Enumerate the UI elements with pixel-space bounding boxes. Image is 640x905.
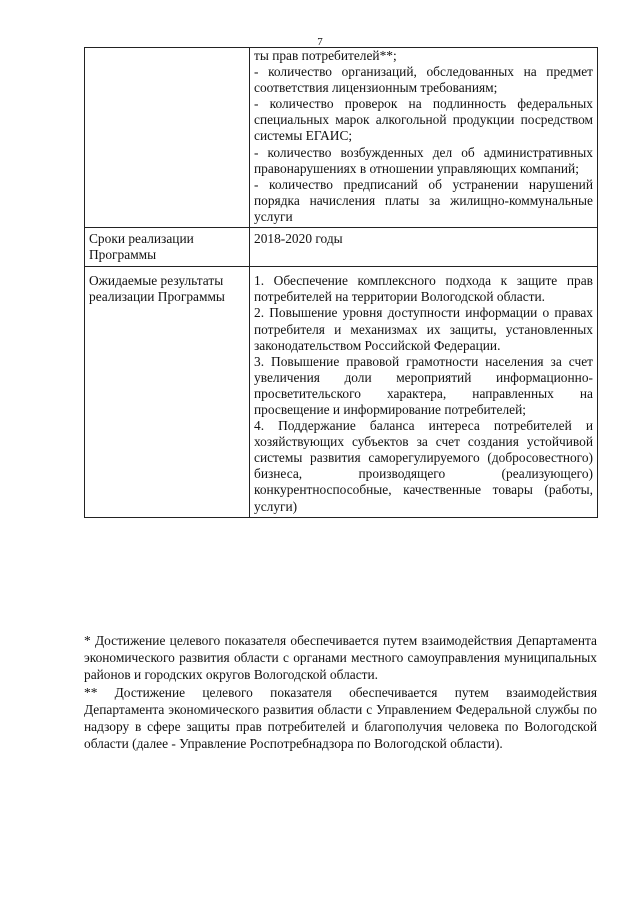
period-label: Сроки реализации Программы [89,231,194,263]
indicators-label-cell [85,48,250,228]
result-item: 3. Повышение правовой грамотности населения за счет увеличения доли мероприятий информационно-просветительского характера, направленных на просвещение и информирование потребителей; [254,353,593,417]
table-row-period [85,228,598,267]
result-item: 4. Поддержание баланса интереса потребителей и хозяйствующих субъектов за счет создания устойчивой системы развития саморегулируемого (добросовестного) бизнеса, производящего (реализующего) конкурентноспособные, качественные товары (работы, услуги) [254,418,593,514]
period-value: 2018-2020 годы [254,231,343,247]
program-passport-table [84,47,598,518]
indicator-item: ты прав потребителей**; [254,48,397,63]
footnote-single-asterisk: * Достижение целевого показателя обеспечивается путем взаимодействия Департамента экономического развития области с органами местного самоуправления муниципальных районов и городских округов Вологодской области. [84,633,597,683]
indicator-item: - количество организаций, обследованных на предмет соответствия лицензионным требованиям; [254,64,593,96]
footnote-double-asterisk: ** Достижение целевого показателя обеспечивается путем взаимодействия Департамента экономического развития области с Управлением Федеральной службы по надзору в сфере защиты прав потребителей и благополучия человека по Вологодской области (далее - Управление Роспотребнадзора по Вологодской области). [84,684,597,752]
result-item: 1. Обеспечение комплексного подхода к защите прав потребителей на территории Вологодской области. [254,273,593,305]
table-row-results [85,267,598,517]
result-item: 2. Повышение уровня доступности информации о правах потребителя и механизмах их защиты, установленных законодательством Российской Федерации. [254,305,593,353]
period-value-cell [250,228,598,267]
indicator-item: - количество предписаний об устранении нарушений порядка начисления платы за жилищно-коммунальные услуги [254,176,593,224]
results-label: Ожидаемые результаты реализации Программы [89,273,225,305]
page-number: 7 [317,36,323,48]
table-row-indicators [85,48,598,228]
indicator-item: - количество возбужденных дел об административных правонарушениях в отношении управляющих компаний; [254,144,593,176]
indicators-value-cell [250,48,598,228]
indicator-item: - количество проверок на подлинность федеральных специальных марок алкогольной продукции посредством системы ЕГАИС; [254,96,593,144]
results-label-cell [85,267,250,517]
period-label-cell [85,228,250,267]
footnotes [84,632,597,752]
results-value-cell [250,267,598,517]
